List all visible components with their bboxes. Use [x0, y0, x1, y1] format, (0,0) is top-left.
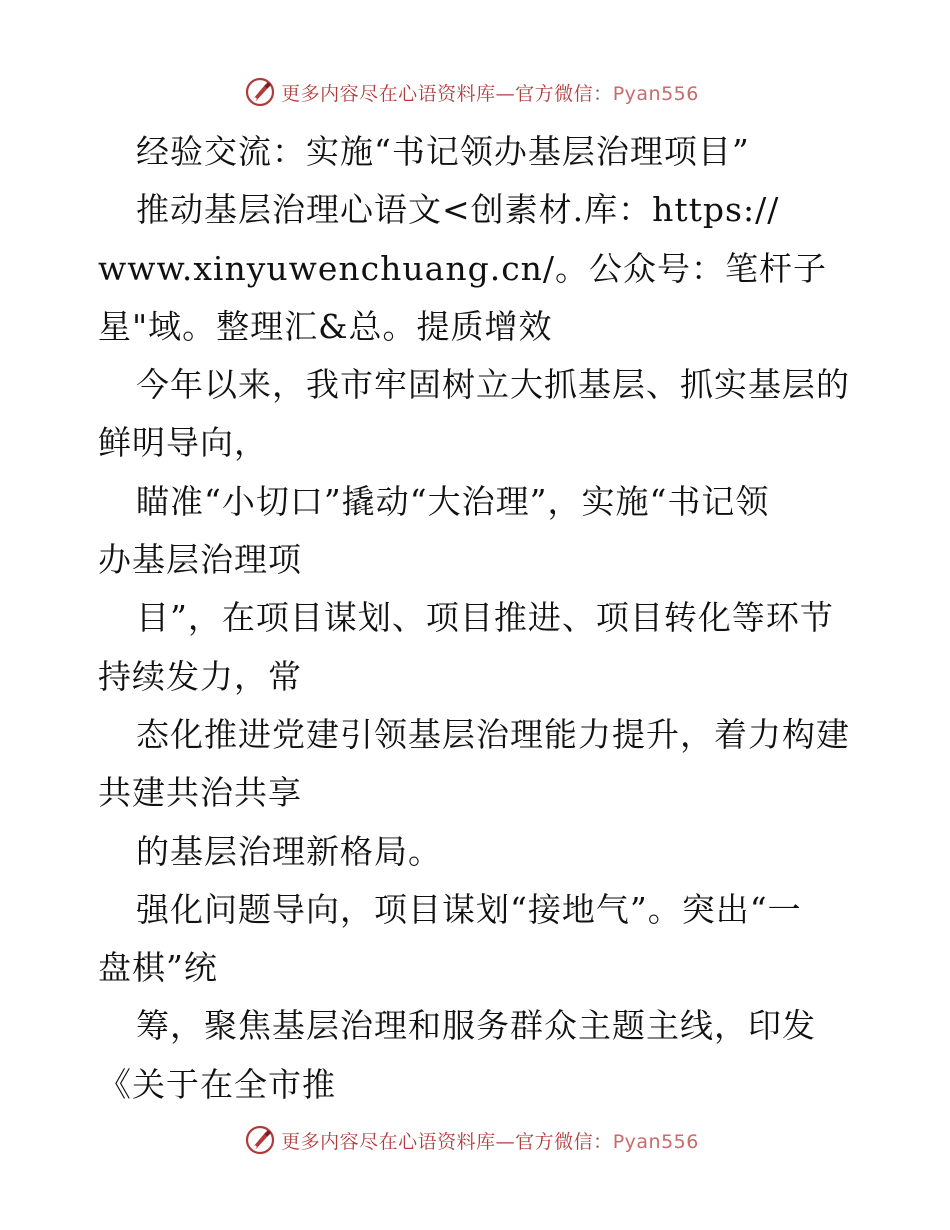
text-line: 瞄准“小切口”撬动“大治理”，实施“书记领: [136, 481, 770, 521]
text-line: www.xinyuwenchuang.cn/。公众号：笔杆子: [98, 248, 828, 288]
text-line: 经验交流：实施“书记领办基层治理项目”: [136, 132, 750, 171]
banner-handle: Pyan556: [612, 1130, 699, 1153]
banner-dash: —: [495, 1130, 516, 1153]
footer-banner: [0, 1120, 950, 1160]
banner-wechat-label: 官方微信：: [515, 82, 613, 105]
banner-site-text: 更多内容尽在心语资料库: [281, 1130, 496, 1153]
text-line: 态化推进党建引领基层治理能力提升，着力构建: [136, 714, 850, 754]
text-line: 持续发力，常: [98, 656, 302, 696]
banner-dash: —: [495, 82, 516, 105]
banner-handle: Pyan556: [612, 82, 699, 105]
banner-site-text: 更多内容尽在心语资料库: [281, 82, 496, 105]
text-line: 今年以来，我市牢固树立大抓基层、抓实基层的: [136, 365, 850, 405]
text-line: 筹，聚焦基层治理和服务群众主题主线，印发: [136, 1006, 816, 1046]
banner-wechat-label: 官方微信：: [515, 1130, 613, 1153]
banner-caption: [281, 79, 699, 106]
text-line: 《关于在全市推: [98, 1064, 336, 1104]
text-line: 星"域。整理汇&总。提质增效: [98, 306, 553, 346]
text-line: 盘棋”统: [98, 948, 218, 988]
pen-nib-logo-icon: [245, 77, 275, 107]
banner-caption: [281, 1127, 699, 1154]
text-line: 推动基层治理心语文<创素材.库：https://: [136, 190, 780, 230]
text-line: 鲜明导向，: [98, 423, 268, 463]
text-line: 办基层治理项: [98, 540, 302, 580]
text-line: 强化问题导向，项目谋划“接地气”。突出“一: [136, 889, 802, 929]
pen-nib-logo-icon: [245, 1125, 275, 1155]
document-body: [98, 123, 858, 1114]
text-line: 目”，在项目谋划、项目推进、项目转化等环节: [136, 598, 834, 638]
text-line: 共建共治共享: [98, 773, 302, 813]
text-line: 的基层治理新格局。: [136, 831, 442, 871]
header-banner: [0, 72, 950, 112]
